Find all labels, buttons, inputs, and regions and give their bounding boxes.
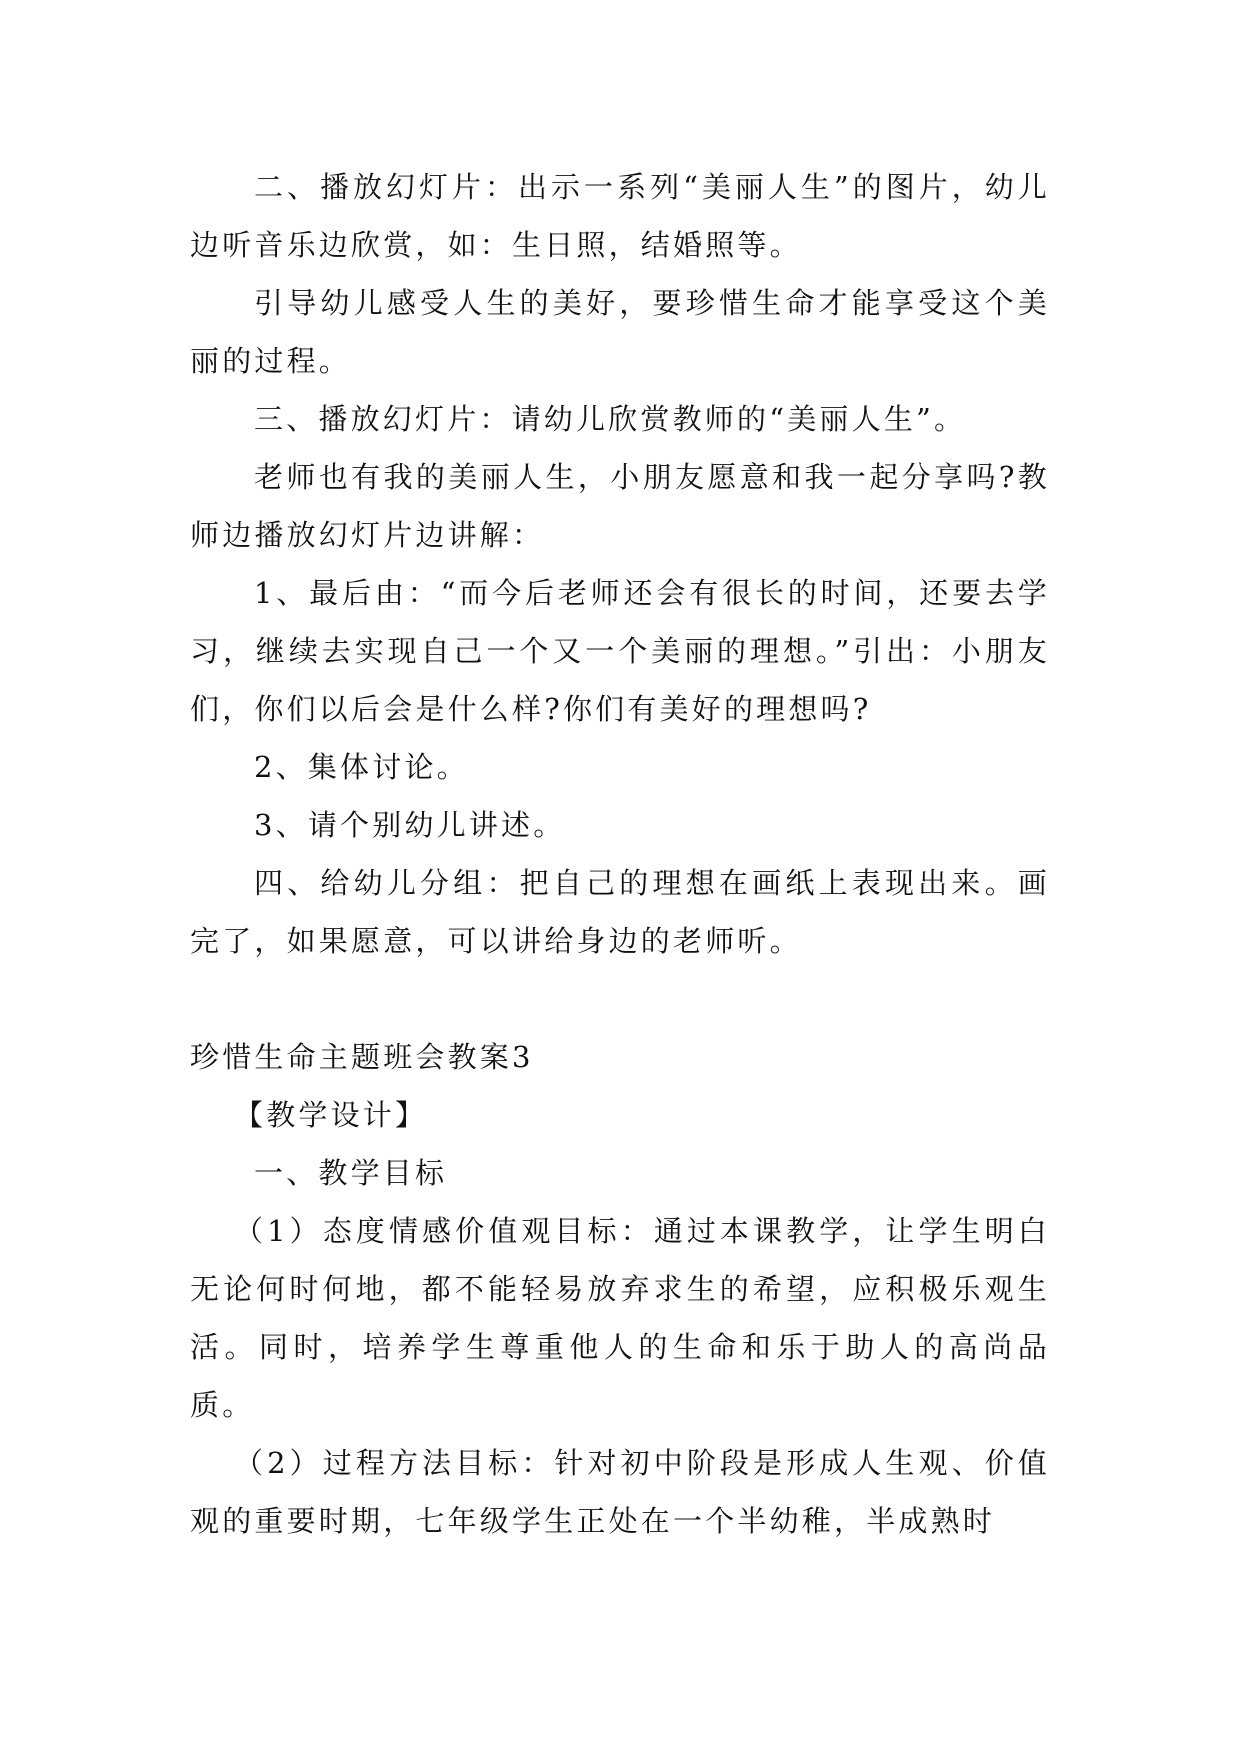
document-body: [190, 158, 1050, 1550]
paragraph-step-1: 1、最后由：“而今后老师还会有很长的时间，还要去学习，继续去实现自己一个又一个美丽的理想。”引出：小朋友们，你们以后会是什么样?你们有美好的理想吗?: [190, 576, 1050, 726]
subheading-teaching-goals: 一、教学目标: [254, 1156, 448, 1190]
paragraph-step-3: 3、请个别幼儿讲述。: [254, 808, 566, 842]
paragraph-teacher-slideshow: 三、播放幻灯片：请幼儿欣赏教师的“美丽人生”。: [254, 402, 967, 436]
section-spacer: [190, 970, 1050, 1028]
paragraph-group-drawing: 四、给幼儿分组：把自己的理想在画纸上表现出来。画完了，如果愿意，可以讲给身边的老师听。: [190, 866, 1050, 958]
section-label: 【教学设计】: [234, 1098, 428, 1132]
paragraph-guide-children: 引导幼儿感受人生的美好，要珍惜生命才能享受这个美丽的过程。: [190, 286, 1050, 378]
paragraph-step-2: 2、集体讨论。: [254, 750, 469, 784]
section-title: 珍惜生命主题班会教案3: [190, 1040, 534, 1074]
paragraph-slideshow-beautiful-life: 二、播放幻灯片：出示一系列“美丽人生”的图片，幼儿边听音乐边欣赏，如：生日照，结婚照等。: [190, 170, 1050, 262]
paragraph-goal-process: （2）过程方法目标：针对初中阶段是形成人生观、价值观的重要时期，七年级学生正处在一个半幼稚，半成熟时: [190, 1446, 1050, 1538]
paragraph-goal-attitude: （1）态度情感价值观目标：通过本课教学，让学生明白无论何时何地，都不能轻易放弃求生的希望，应积极乐观生活。同时，培养学生尊重他人的生命和乐于助人的高尚品质。: [190, 1214, 1050, 1422]
paragraph-teacher-share: 老师也有我的美丽人生，小朋友愿意和我一起分享吗?教师边播放幻灯片边讲解：: [190, 460, 1050, 552]
